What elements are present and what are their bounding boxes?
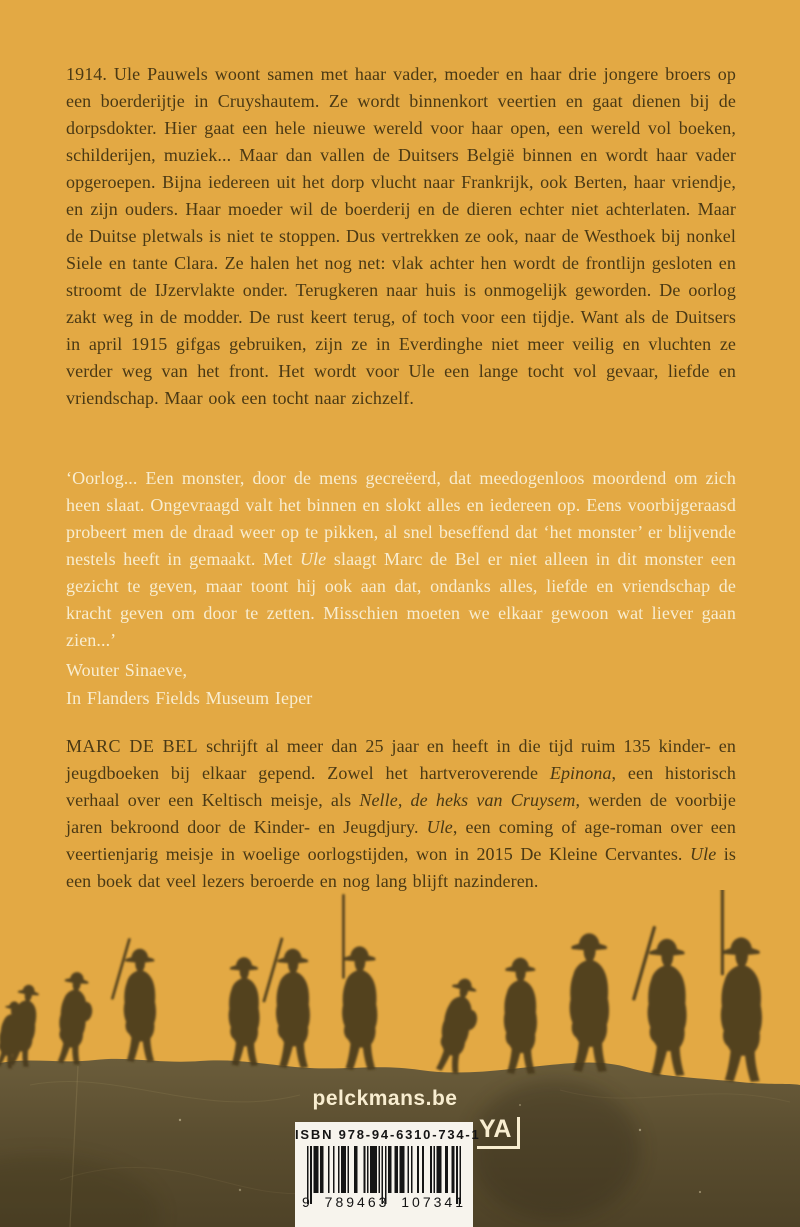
publisher-website: pelckmans.be	[312, 1087, 458, 1110]
synopsis-text: 1914. Ule Pauwels woont samen met haar vader, moeder en haar drie jongere broers op een boerderijtje in Cruyshautem. Ze wordt binnenkort veertien en gaat dienen bij de dorpsdokter. Hier gaat een hele nieuwe wereld voor haar open, een wereld vol boeken, schilderijen, muziek... Maar dan vallen de Duitsers België binnen en wordt haar vader opgeroepen. Bijna iedereen uit het dorp vlucht naar Frankrijk, ook Berten, haar vriendje, en zijn ouders. Haar moeder wil de boerderij en de dieren echter niet achterlaten. Maar de Duitse pletwals is niet te stoppen. Dus vertrekken ze ook, naar de Westhoek bij nonkel Siele en tante Clara. Ze halen het nog net: vlak achter hen wordt de frontlijn gesloten en stroomt de IJzervlakte onder. Terugkeren naar huis is onmogelijk geworden. De oorlog zakt weg in de modder. De rust keert terug, of toch voor een tijdje. Want als de Duitsers in april 1915 gifgas gebruiken, zijn ze in Everdinghe niet meer veilig en vluchten ze verder weg van het front. Het wordt voor Ule een lange tocht vol gevaar, liefde en vriendschap. Maar ook een tocht naar zichzelf.	[66, 64, 736, 408]
ean-digit-group: 789463	[324, 1194, 390, 1210]
barcode	[295, 1122, 481, 1227]
ean-digit-group: 107341	[401, 1194, 466, 1210]
attribution-museum: In Flanders Fields Museum Ieper	[66, 688, 313, 708]
ean-digits	[295, 1194, 473, 1210]
attribution-name: Wouter Sinaeve,	[66, 660, 188, 680]
isbn-label: ISBN 978-94-6310-734-1	[295, 1127, 481, 1142]
author-bio: MARC DE BEL schrijft al meer dan 25 jaar en heeft in die tijd ruim 135 kinder- en jeugdboeken bij elkaar gepend. Zowel het hartveroverende Epinona, een historisch verhaal over een Keltisch meisje, als Nelle, de heks van Cruysem, werden de voorbije jaren bekroond door de Kinder- en Jeugdjury. Ule, een coming of age-roman over een veertienjarig meisje in woelige oorlogstijden, won in 2015 De Kleine Cervantes. Ule is een boek dat veel lezers beroerde en nog lang blijft nazinderen.	[66, 736, 737, 891]
ya-logo: YA	[477, 1117, 520, 1149]
soldier-figures	[0, 890, 762, 1082]
ean-digit-group: 9	[302, 1194, 313, 1210]
quote-attribution	[66, 656, 736, 712]
review-quote: ‘Oorlog... Een monster, door de mens gecreëerd, dat meedogenloos moordend om zich heen slaat. Ongevraagd valt het binnen en slokt alles en iedereen op. Eens voorbijgeraasd probeert men de draad weer op te pikken, al snel beseffend dat ‘het monster’ er blijvende nestels heeft in gemaakt. Met Ule slaagt Marc de Bel er niet alleen in dit monster een gezicht te geven, maar toont hij ook aan dat, ondanks alles, liefde en vriendschap de kracht geven om door te zetten. Misschien moeten we elkaar gewoon wat liever gaan zien...’	[66, 468, 736, 650]
